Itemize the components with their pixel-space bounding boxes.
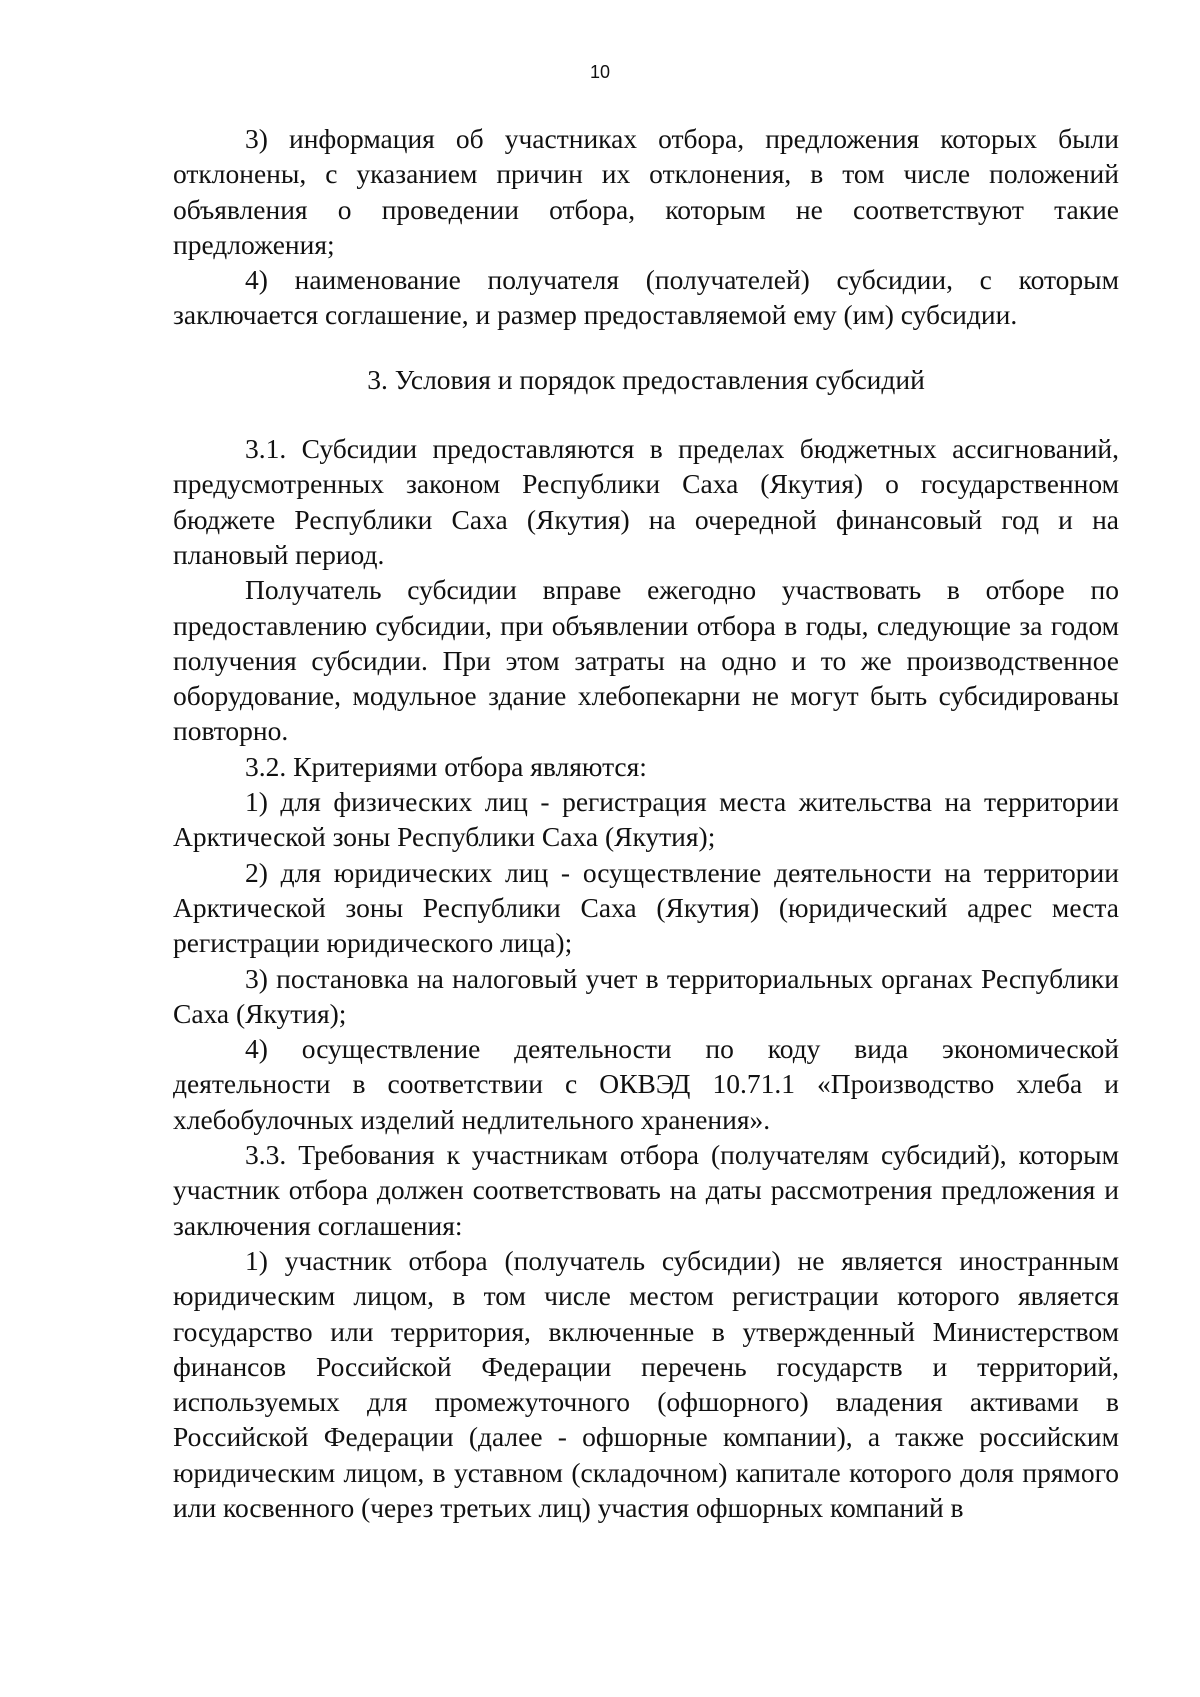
paragraph-3-2: 3.2. Критериями отбора являются: bbox=[245, 750, 647, 782]
requirement-item-1: 1) участник отбора (получатель субсидии) не является иностранным юридическим лицом, в том числе местом регистрации которого является государство или территория, включенные в утвержденный Министерством финансов Российской Федерации перечень государств и территорий, используемых для промежуточного (офшорного) владения активами в Российской Федерации (далее - офшорные компании), а также российским юридическим лицом, в уставном (складочном) капитале которого доля прямого или косвенного (через третьих лиц) участия офшорных компаний в bbox=[173, 1244, 1119, 1523]
page-number: 10 bbox=[589, 62, 611, 82]
paragraph-3-1: 3.1. Субсидии предоставляются в пределах бюджетных ассигнований, предусмотренных законом Республики Саха (Якутия) о государственном бюджете Республики Саха (Якутия) на очередной финансовый год и на плановый период. bbox=[173, 433, 1119, 570]
criteria-item-3: 3) постановка на налоговый учет в территориальных органах Республики Саха (Якутия); bbox=[173, 962, 1119, 1029]
paragraph-item-3: 3) информация об участниках отбора, предложения которых были отклонены, с указанием причин их отклонения, в том числе положений объявления о проведении отбора, которым не соответствуют такие предложения; bbox=[173, 123, 1119, 260]
paragraph-item-4: 4) наименование получателя (получателей) субсидии, с которым заключается соглашение, и размер предоставляемой ему (им) субсидии. bbox=[173, 264, 1119, 331]
criteria-item-2: 2) для юридических лиц - осуществление деятельности на территории Арктической зоны Республики Саха (Якутия) (юридический адрес места регистрации юридического лица); bbox=[173, 856, 1119, 959]
criteria-item-1: 1) для физических лиц - регистрация места жительства на территории Арктической зоны Республики Саха (Якутия); bbox=[173, 786, 1119, 853]
section-heading: 3. Условия и порядок предоставления субсидий bbox=[367, 363, 925, 395]
document-body bbox=[173, 121, 1119, 1525]
paragraph-3-3: 3.3. Требования к участникам отбора (получателям субсидий), которым участник отбора должен соответствовать на даты рассмотрения предложения и заключения соглашения: bbox=[173, 1139, 1119, 1241]
criteria-item-4: 4) осуществление деятельности по коду вида экономической деятельности в соответствии с ОКВЭД 10.71.1 «Производство хлеба и хлебобулочных изделий недлительного хранения». bbox=[173, 1033, 1119, 1135]
paragraph-recipient-right: Получатель субсидии вправе ежегодно участвовать в отборе по предоставлению субсидии, при объявлении отбора в годы, следующие за годом получения субсидии. При этом затраты на одно и то же производственное оборудование, модульное здание хлебопекарни не могут быть субсидированы повторно. bbox=[173, 574, 1119, 747]
